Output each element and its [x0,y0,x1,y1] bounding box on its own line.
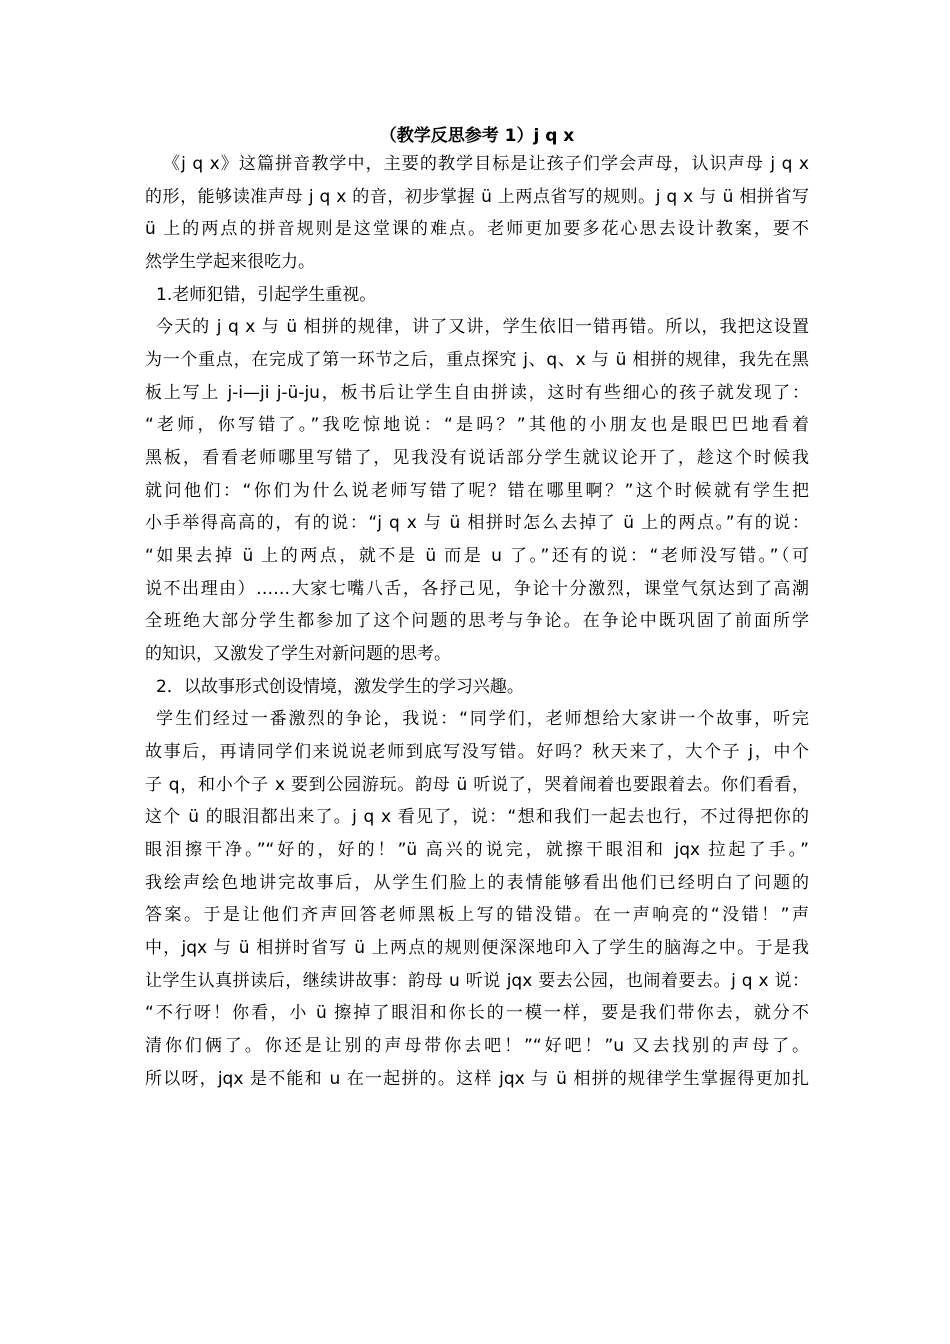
paragraph-line: 板上写上 j-i—ji j-ü-ju，板书后让学生自由拼读，这时有些细心的孩子就发现了： [145,383,809,403]
paragraph-line: 黑板，看看老师哪里写错了，见我没有说话部分学生就议论开了，趁这个时候我 [145,448,809,468]
paragraph-line: 眼泪擦干净。”“好的，好的！”ü 高兴的说完，就擦干眼泪和 jqx 拉起了手。” [145,840,809,860]
paragraph-line: 清你们俩了。你还是让别的声母带你去吧！”“好吧！”u 又去找别的声母了。 [145,1036,809,1056]
paragraph-line: 这个 ü 的眼泪都出来了。j q x 看见了，说：“想和我们一起去也行，不过得把你的 [145,807,809,827]
paragraph-line: 子 q，和小个子 x 要到公园游玩。韵母 ü 听说了，哭着闹着也要跟着去。你们看看， [145,775,809,795]
paragraph-line: 让学生认真拼读后，继续讲故事：韵母 u 听说 jqx 要去公园，也闹着要去。j q x 说： [145,971,809,991]
paragraph-line: 我绘声绘色地讲完故事后，从学生们脸上的表情能够看出他们已经明白了问题的 [145,873,809,893]
paragraph-line: 答案。于是让他们齐声回答老师黑板上写的错没错。在一声响亮的“没错！”声 [145,905,809,925]
paragraph-line: “老师，你写错了。”我吃惊地说：“是吗？”其他的小朋友也是眼巴巴地看着 [145,415,809,435]
paragraph-line: 《j q x》这篇拼音教学中，主要的教学目标是让孩子们学会声母，认识声母 j q x [163,154,809,174]
paragraph-line: 的形，能够读准声母 j q x 的音，初步掌握 ü 上两点省写的规则。j q x 与 ü 相拼省写 [145,187,809,207]
paragraph-line: 今天的 j q x 与 ü 相拼的规律，讲了又讲，学生依旧一错再错。所以，我把这设置 [156,317,809,337]
paragraph-line: 全班绝大部分学生都参加了这个问题的思考与争论。在争论中既巩固了前面所学 [145,611,809,631]
section-heading: 2．以故事形式创设情境，激发学生的学习兴趣。 [156,677,524,697]
paragraph-line: 小手举得高高的，有的说：“j q x 与 ü 相拼时怎么去掉了 ü 上的两点。”有的说： [145,513,809,533]
paragraph-line: 就问他们：“你们为什么说老师写错了呢？错在哪里啊？”这个时候就有学生把 [145,481,809,501]
document-title: （教学反思参考 1）j q x [379,126,575,146]
paragraph-line: 所以呀，jqx 是不能和 u 在一起拼的。这样 jqx 与 ü 相拼的规律学生掌握得更加扎 [145,1069,809,1089]
paragraph-line: 故事后，再请同学们来说说老师到底写没写错。好吗？秋天来了，大个子 j，中个 [145,742,809,762]
paragraph-line: 的知识，又激发了学生对新问题的思考。 [145,644,451,664]
paragraph-line: “如果去掉 ü 上的两点，就不是 ü 而是 u 了。”还有的说：“老师没写错。”（可 [145,546,809,566]
section-heading: 1.老师犯错，引起学生重视。 [156,285,377,305]
paragraph-line: 为一个重点，在完成了第一环节之后，重点探究 j、q、x 与 ü 相拼的规律，我先在黑 [145,350,809,370]
paragraph-line: 学生们经过一番激烈的争论，我说：“同学们，老师想给大家讲一个故事，听完 [156,709,809,729]
paragraph-line: ü 上的两点的拼音规则是这堂课的难点。老师更加要多花心思去设计教案，要不 [145,219,809,239]
paragraph-line: 中，jqx 与 ü 相拼时省写 ü 上两点的规则便深深地印入了学生的脑海之中。于是我 [145,938,809,958]
paragraph-line: 说不出理由）……大家七嘴八舌，各抒己见，争论十分激烈，课堂气氛达到了高潮 [145,579,809,599]
paragraph-line: 然学生学起来很吃力。 [145,252,315,272]
paragraph-line: “不行呀！你看，小 ü 擦掉了眼泪和你长的一模一样，要是我们带你去，就分不 [145,1003,809,1023]
